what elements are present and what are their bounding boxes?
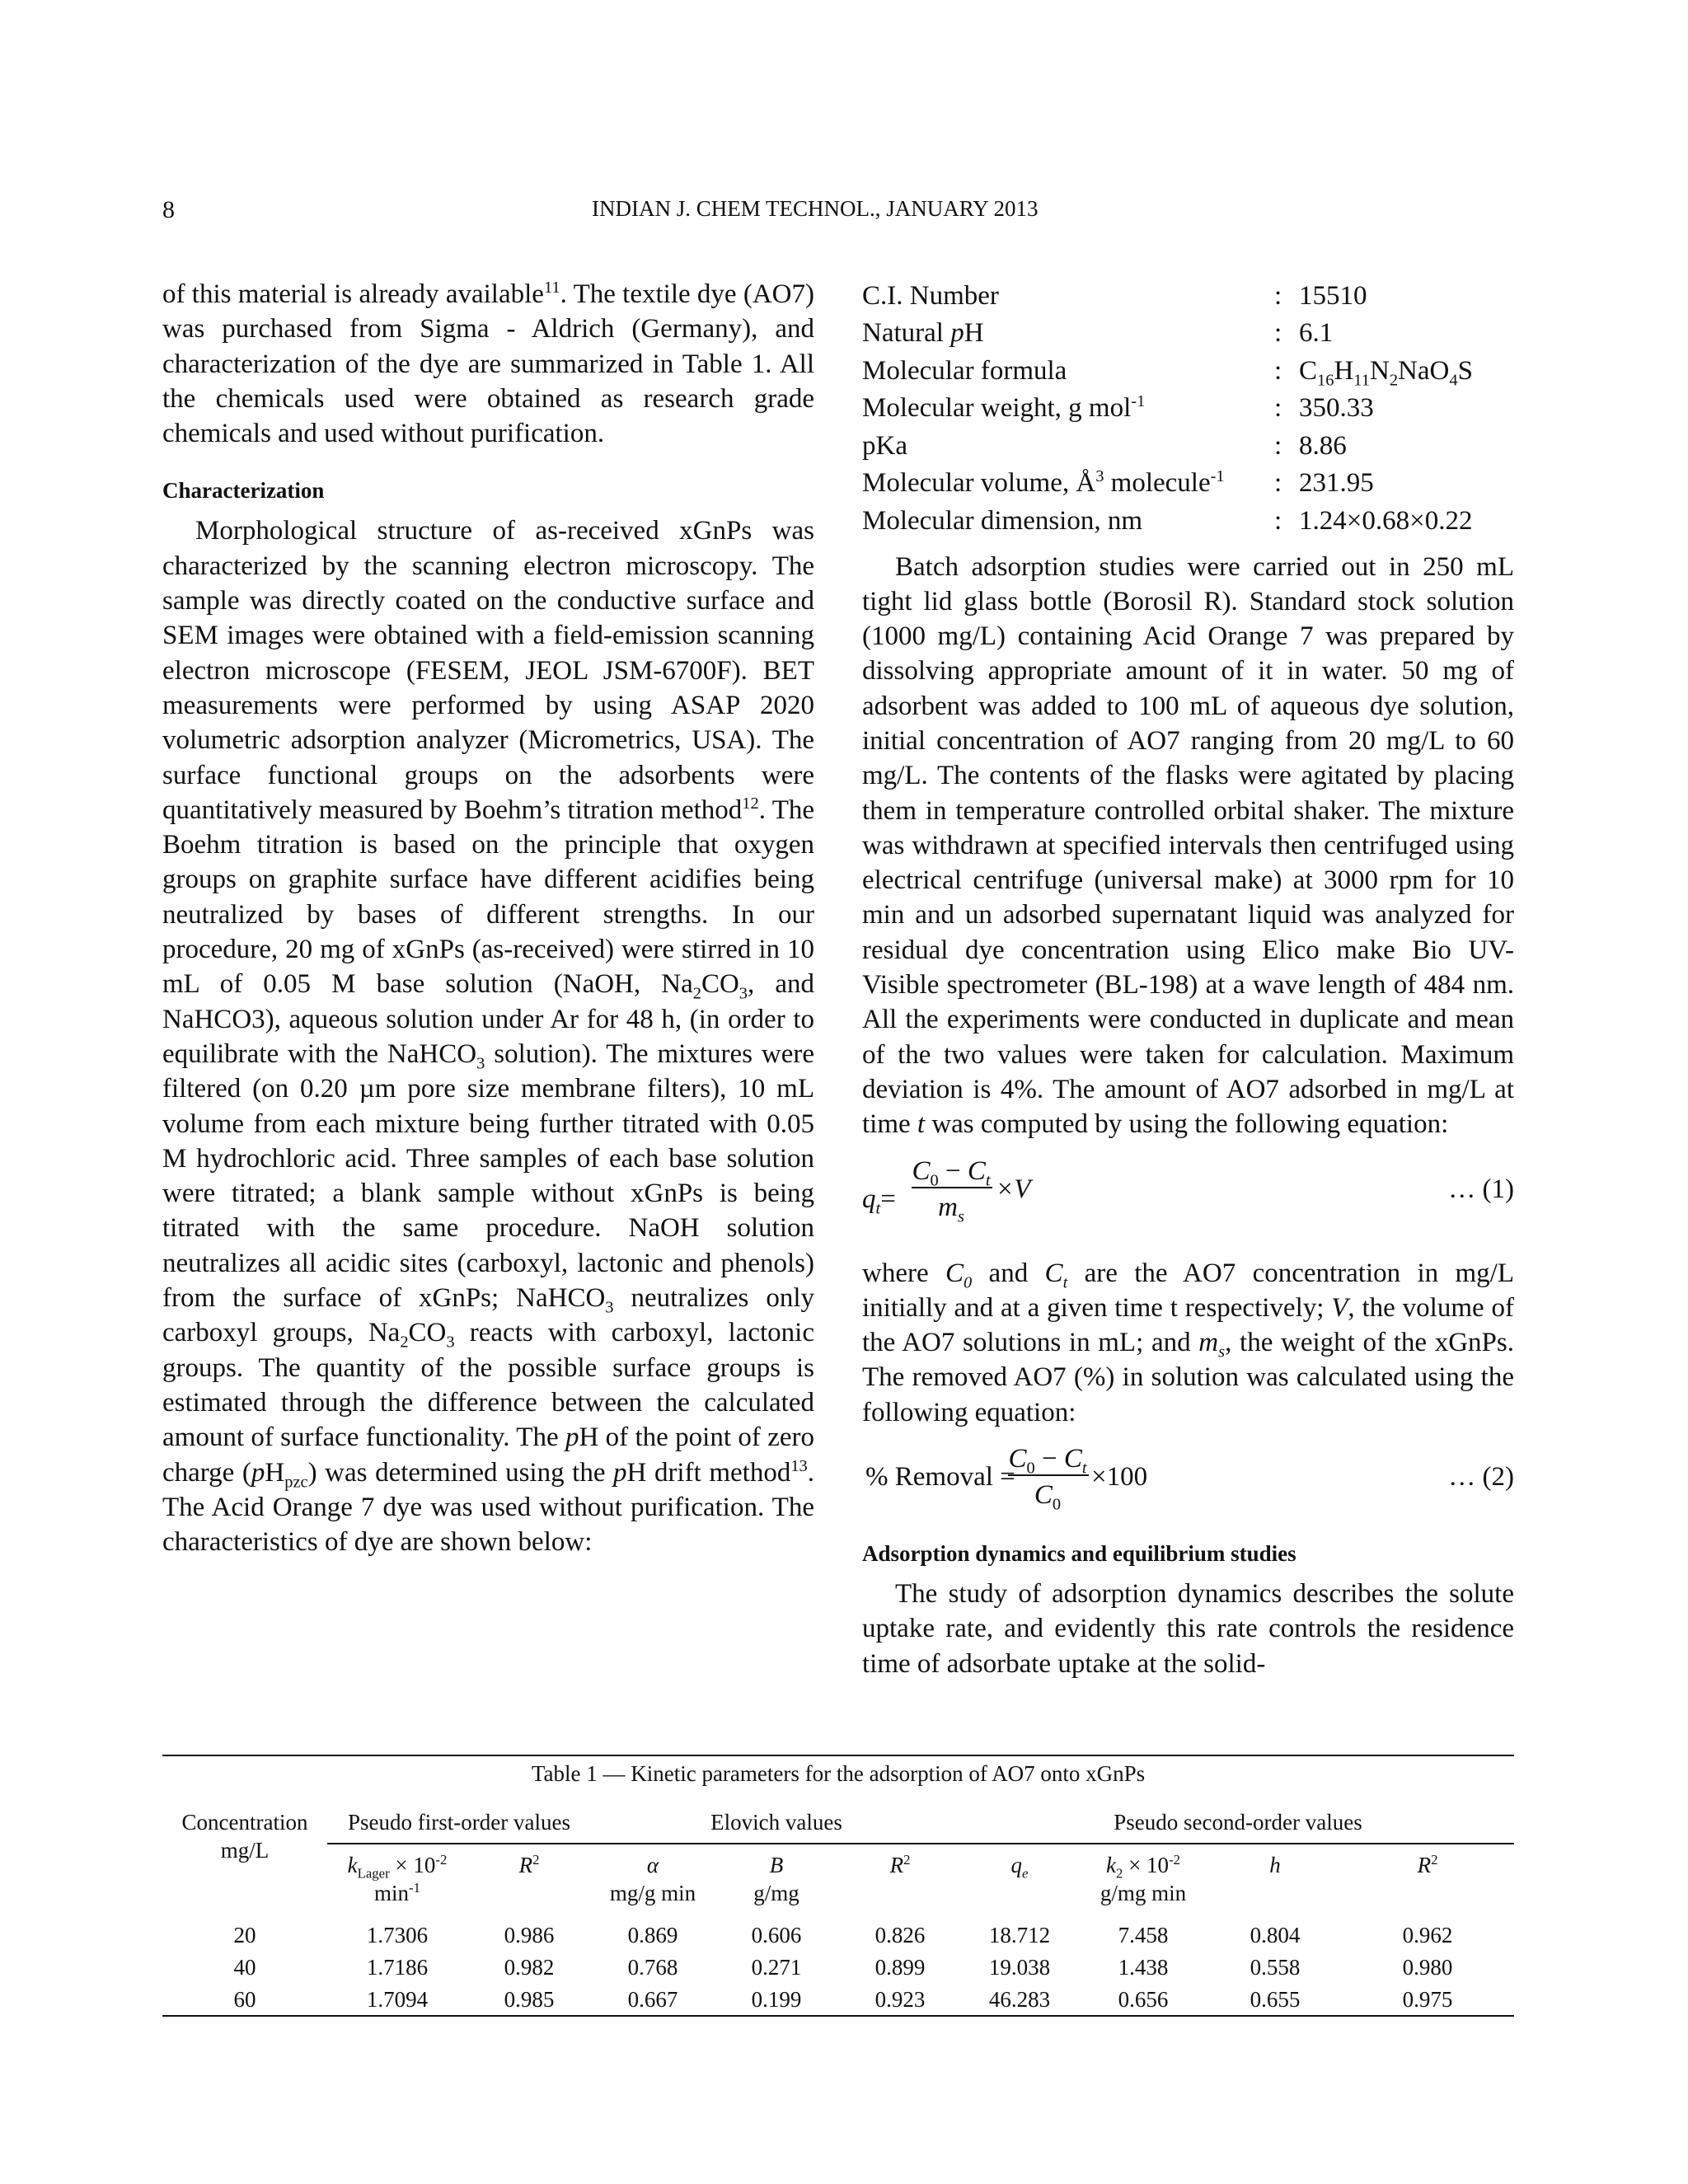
table-header-row: [162, 1800, 1514, 1844]
table-cell: 1.7186: [366, 1955, 429, 1980]
table-cell: 0.899: [874, 1955, 926, 1980]
table-cell: 0.667: [627, 1987, 678, 2012]
paragraph: of this material is already available$^{11}$. The textile dye (AO7) was purchased from Sigma - Aldrich (Germany), and characterization of the dye are summarized in Table 1. All the chemicals used were obtained as research grade chemicals and used without purification.: [162, 279, 814, 449]
table-cell: 0.975: [1402, 1987, 1453, 2012]
table-cell: 0.923: [874, 1987, 926, 2012]
table-row: Natural pH : 6.1: [862, 318, 1334, 349]
table-top-rule: [162, 1755, 1514, 1756]
table-cell: 1.7094: [366, 1987, 429, 2012]
table-cell: 7.458: [1118, 1923, 1169, 1947]
table-row: Molecular formula : $C_{16}H_{11}N_2NaO_4S$: [862, 355, 1473, 390]
table-cell: 18.712: [988, 1923, 1051, 1947]
column-header: h: [1269, 1853, 1281, 1877]
column-header: B g/mg: [753, 1853, 799, 1905]
table-cell: 19.038: [988, 1955, 1051, 1980]
table-cell: 0.606: [751, 1923, 802, 1947]
paragraph: where $C_0$ and $C_t$ are the AO7 concentration in mg/L initially and at a given time t respectively; V, the volume of the AO7 solutions in mL; and $m_s$, the weight of the xGnPs. The removed AO7 (%) in solution was calculated using the following equation:: [862, 1258, 1514, 1427]
table-cell: 0.768: [627, 1955, 678, 1980]
equation-2: % Removal = $C_0 - C_t$ $C_0$ ×100 … (2): [865, 1444, 1514, 1514]
equation-1: $q_t=$ $C_0 - C_t$ $m_s$ ×V … (1): [862, 1155, 1514, 1226]
section-heading-adsorption-dynamics: Adsorption dynamics and equilibrium studies: [862, 1541, 1296, 1567]
table-row: pKa : 8.86: [862, 430, 1347, 461]
equation-number: … (2): [1448, 1462, 1514, 1493]
table-row: C.I. Number : 15510: [862, 280, 1367, 311]
table-cell: 0.656: [1118, 1987, 1169, 2012]
table-cell: 60: [233, 1987, 256, 2012]
table-cell: 0.982: [504, 1955, 555, 1980]
column-group-header: Elovich values: [591, 1800, 962, 1844]
paragraph: The study of adsorption dynamics describes the solute uptake rate, and evidently this rate controls the residence time of adsorbate uptake at the solid-: [862, 1579, 1514, 1679]
column-header: $R^2$: [889, 1852, 911, 1877]
left-column: [162, 277, 814, 1559]
column-header: $q_e$: [1010, 1853, 1029, 1882]
equation-number: … (1): [1448, 1174, 1514, 1204]
column-group-header: Pseudo second-order values: [962, 1800, 1514, 1844]
paragraph: Batch adsorption studies were carried out in 250 mL tight lid glass bottle (Borosil R). Standard stock solution (1000 mg/L) containing Acid Orange 7 was prepared by dissolving appropriate amount of it in water. 50 mg of adsorbent was added to 100 mL of aqueous dye solution, initial concentration of AO7 ranging from 20 mg/L to 60 mg/L. The contents of the flasks were agitated by placing them in temperature controlled orbital shaker. The mixture was withdrawn at specified intervals then centrifuged using electrical centrifuge (universal make) at 3000 rpm for 10 min and un adsorbed supernatant liquid was analyzed for residual dye concentration using Elico make Bio UV-Visible spectrometer (BL-198) at a wave length of 484 nm. All the experiments were conducted in duplicate and mean of the two values were taken for calculation. Maximum deviation is 4%. The amount of AO7 adsorbed in mg/L at time t was computed by using the following equation:: [862, 551, 1514, 1140]
paragraph: Morphological structure of as-received xGnPs was characterized by the scanning electron microscopy. The sample was directly coated on the conductive surface and SEM images were obtained with a field-emission scanning electron microscope (FESEM, JEOL JSM-6700F). BET measurements were performed by using ASAP 2020 volumetric adsorption analyzer (Micrometrics, USA). The surface functional groups on the adsorbents were quantitatively measured by Boehm’s titration method$^{12}$. The Boehm titration is based on the principle that oxygen groups on graphite surface have different acidifies being neutralized by bases of different strengths. In our procedure, 20 mg of xGnPs (as-received) were stirred in 10 mL of 0.05 M base solution (NaOH, $Na_2CO_3$, and NaHCO3), aqueous solution under Ar for 48 h, (in order to equilibrate with the NaHCO$_3$ solution). The mixtures were filtered (on 0.20 µm pore size membrane filters), 10 mL volume from each mixture being further titrated with 0.05 M hydrochloric acid. Three samples of each base solution were titrated; a blank sample without xGnPs is being titrated with the same procedure. NaOH solution neutralizes all acidic sites (carboxyl, lactonic and phenols) from the surface of xGnPs; NaHCO$_3$ neutralizes only carboxyl groups, $Na_2CO_3$ reacts with carboxyl, lactonic groups. The quantity of the possible surface groups is estimated through the difference between the calculated amount of surface functionality. The pH of the point of zero charge $(pH_{pzc})$ was determined using the pH drift method$^{13}$. The Acid Orange 7 dye was used without purification. The characteristics of dye are shown below:: [162, 516, 815, 1558]
table-cell: 0.980: [1402, 1955, 1453, 1980]
table-cell: 0.655: [1250, 1987, 1301, 2012]
reference-superscript: 11: [543, 279, 560, 297]
table-cell: 0.985: [504, 1987, 555, 2012]
table-row: Molecular volume, $Å^3$ molecule$^{-1}$ : 231.95: [862, 467, 1374, 499]
table-row: [162, 1981, 1514, 2013]
kinetic-parameters-table: [162, 1800, 1514, 2013]
column-header: α mg/g min: [609, 1853, 696, 1905]
table-row: [162, 1915, 1514, 1949]
table-row: [162, 1949, 1514, 1981]
table-cell: 40: [233, 1955, 256, 1980]
table-cell: 1.438: [1118, 1955, 1169, 1980]
table-cell: 1.7306: [366, 1923, 429, 1947]
column-group-header: Pseudo first-order values: [327, 1800, 591, 1844]
table-cell: 0.869: [627, 1923, 678, 1947]
column-header: $R^2$: [1417, 1852, 1438, 1877]
column-header: $k_2 \times 10^{-2}$ g/mg min: [1100, 1852, 1187, 1905]
column-header: Concentration mg/L: [181, 1810, 308, 1863]
column-header: $R^2$: [518, 1852, 540, 1877]
table-cell: 20: [233, 1923, 256, 1947]
table-row: Molecular dimension, nm : 1.24×0.68×0.22: [862, 505, 1473, 536]
table-caption: Table 1 — Kinetic parameters for the adsorption of AO7 onto xGnPs: [531, 1761, 1146, 1786]
table-bottom-rule: [162, 2015, 1514, 2017]
section-heading-characterization: Characterization: [162, 478, 325, 504]
table-cell: 0.962: [1402, 1923, 1453, 1947]
table-cell: 0.804: [1250, 1923, 1301, 1947]
table-header-row: [162, 1844, 1514, 1915]
right-column: [862, 277, 1514, 1681]
table-row: Molecular weight, g mol$^{-1}$ : 350.33: [862, 392, 1374, 424]
column-header: $k_{Lager} \times 10^{-2}$ $\min^{-1}$: [347, 1852, 448, 1905]
page-number: 8: [162, 196, 175, 223]
table-cell: 46.283: [988, 1987, 1051, 2012]
table-cell: 0.986: [504, 1923, 555, 1947]
running-head: INDIAN J. CHEM TECHNOL., JANUARY 2013: [592, 196, 1039, 221]
table-cell: 0.199: [751, 1987, 802, 2012]
table-cell: 0.826: [874, 1923, 926, 1947]
dye-properties-table: [862, 277, 1514, 540]
table-cell: 0.271: [751, 1955, 802, 1980]
table-cell: 0.558: [1250, 1955, 1301, 1980]
